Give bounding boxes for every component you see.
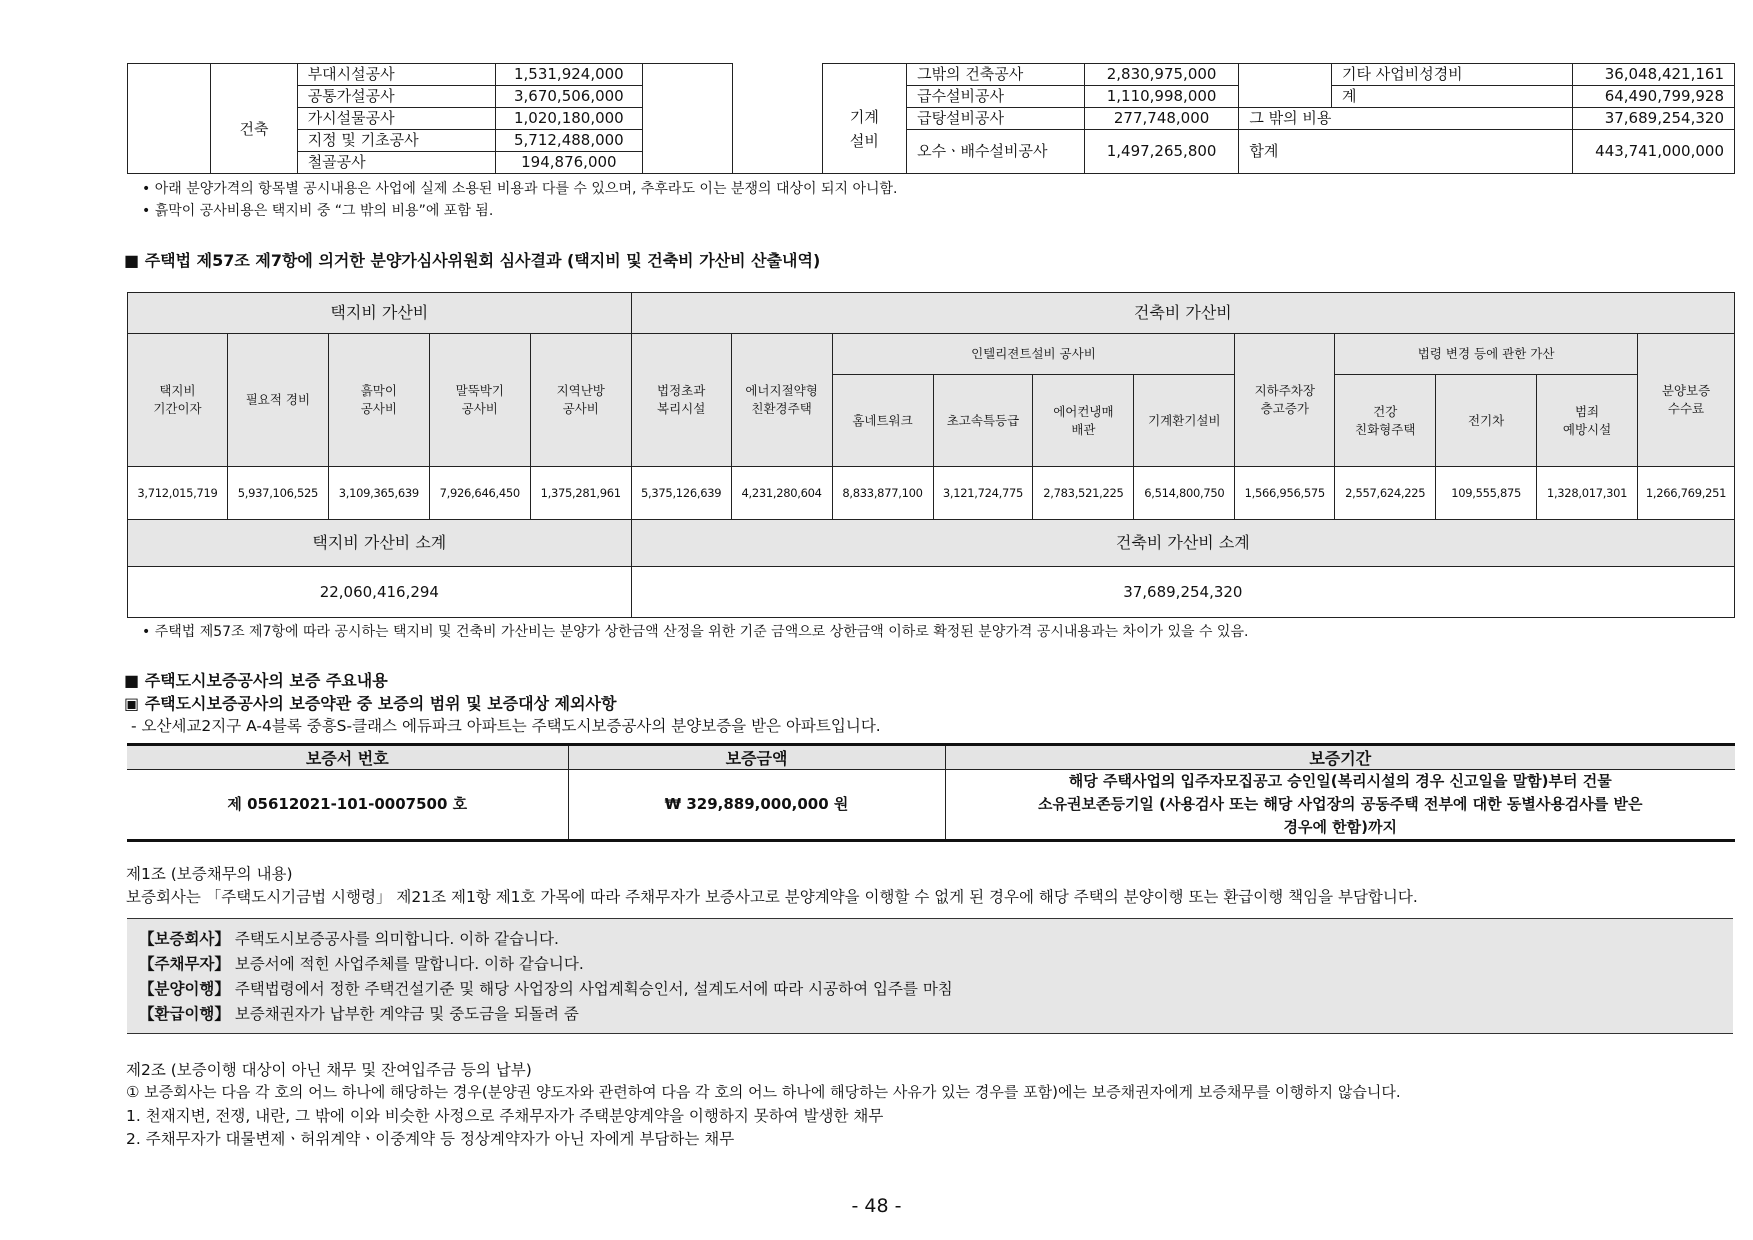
item-name: 가시설물공사 xyxy=(297,108,495,130)
item-amount: 36,048,421,161 xyxy=(1572,64,1734,86)
note-line: • 흙막이 공사비용은 택지비 중 “그 밖의 비용”에 포함 됨. xyxy=(142,203,494,219)
definition-term: 【환급이행】 xyxy=(139,1005,230,1023)
definition-row xyxy=(139,1002,579,1024)
value-cell: 1,566,956,575 xyxy=(1235,467,1335,520)
period-line: 해당 주택사업의 입주자모집공고 승인일(복리시설의 경우 신고일을 말함)부터 건물 xyxy=(1068,772,1612,790)
col-header: 에어컨냉매 배관 xyxy=(1033,375,1134,467)
item-name: 기타 사업비성경비 xyxy=(1331,64,1572,86)
definition-term: 【주채무자】 xyxy=(139,955,230,973)
article2-title: 제2조 (보증이행 대상이 아닌 채무 및 잔여입주금 등의 납부) xyxy=(126,1061,532,1079)
item-amount: 2,830,975,000 xyxy=(1084,64,1238,86)
guarantee-heading: ■ 주택도시보증공사의 보증 주요내용 xyxy=(124,671,388,690)
mech-label: 기계 설비 xyxy=(822,86,906,174)
building-subtotal-label: 건축비 가산비 소계 xyxy=(631,520,1734,567)
item-name: 오수ㆍ배수설비공사 xyxy=(907,130,1085,174)
value-cell: 4,231,280,604 xyxy=(731,467,832,520)
item-amount: 37,689,254,320 xyxy=(1572,108,1734,130)
value-cell: 2,783,521,225 xyxy=(1033,467,1134,520)
col-header: 초고속특등급 xyxy=(933,375,1033,467)
item-name: 철골공사 xyxy=(297,152,495,174)
item-amount: 1,110,998,000 xyxy=(1084,86,1238,108)
item-name: 그밖의 건축공사 xyxy=(907,64,1085,86)
article2-line: 1. 천재지변, 전쟁, 내란, 그 밖에 이와 비슷한 사정으로 주채무자가 주택분양계약을 이행하지 못하여 발생한 채무 xyxy=(126,1107,884,1125)
value-cell: 7,926,646,450 xyxy=(429,467,530,520)
guarantee-amount: ₩ 329,889,000,000 원 xyxy=(568,770,945,841)
col-header: 흙막이 공사비 xyxy=(328,334,429,467)
guarantee-table xyxy=(127,743,1735,842)
review-note: • 주택법 제57조 제7항에 따라 공시하는 택지비 및 건축비 가산비는 분양가 상한금액 산정을 위한 기준 금액으로 상한금액 이하로 확정된 분양가격 공시내용과는 차이가 있을 수 있음. xyxy=(142,624,1249,640)
article2-line: 2. 주채무자가 대물변제ㆍ허위계약ㆍ이중계약 등 정상계약자가 아닌 자에게 부담하는 채무 xyxy=(126,1130,735,1148)
cost-breakdown-table xyxy=(127,63,1735,174)
intelligent-header: 인텔리젼트설비 공사비 xyxy=(832,334,1235,375)
total-amount: 443,741,000,000 xyxy=(1572,130,1734,174)
definition-term: 【분양이행】 xyxy=(139,980,230,998)
definition-text: 보증서에 적힌 사업주체를 말합니다. 이하 같습니다. xyxy=(229,955,584,973)
guarantee-subheading: ▣ 주택도시보증공사의 보증약관 중 보증의 범위 및 보증대상 제외사항 xyxy=(124,694,617,713)
guarantee-intro: - 오산세교2지구 A-4블록 중흥S-클래스 에듀파크 아파트는 주택도시보증공사의 분양보증을 받은 아파트입니다. xyxy=(131,717,881,735)
value-cell: 8,833,877,100 xyxy=(832,467,933,520)
col-header: 범죄 예방시설 xyxy=(1537,375,1638,467)
col-header: 말뚝박기 공사비 xyxy=(429,334,530,467)
item-amount: 194,876,000 xyxy=(495,152,642,174)
land-subtotal-value: 22,060,416,294 xyxy=(128,567,632,618)
definition-text: 보증채권자가 납부한 계약금 및 중도금을 되돌려 줌 xyxy=(229,1005,579,1023)
value-cell: 5,375,126,639 xyxy=(631,467,731,520)
definitions-box xyxy=(127,918,1733,1034)
col-header: 택지비 기간이자 xyxy=(128,334,228,467)
article2-line: ① 보증회사는 다음 각 호의 어느 하나에 해당하는 경우(분양권 양도자와 관련하여 다음 각 호의 어느 하나에 해당하는 사유가 있는 경우를 포함)에는 보증채권자에게 보증채무를 이행하지 않습니다. xyxy=(126,1083,1401,1101)
period-line: 경우에 한함)까지 xyxy=(1283,818,1397,836)
col-header: 건강 친화형주택 xyxy=(1335,375,1436,467)
blank-cell xyxy=(732,64,822,174)
guarantee-period-header: 보증기간 xyxy=(945,745,1735,770)
col-header: 전기차 xyxy=(1436,375,1537,467)
building-subtotal-value: 37,689,254,320 xyxy=(631,567,1734,618)
law-header: 법령 변경 등에 관한 가산 xyxy=(1335,334,1638,375)
item-name: 급탕설비공사 xyxy=(907,108,1085,130)
review-heading: ■ 주택법 제57조 제7항에 의거한 분양가심사위원회 심사결과 (택지비 및 건축비 가산비 산출내역) xyxy=(124,251,821,270)
item-amount: 1,531,924,000 xyxy=(495,64,642,86)
building-header: 건축비 가산비 xyxy=(631,293,1734,334)
price-review-table xyxy=(127,292,1735,618)
item-name: 그 밖의 비용 xyxy=(1239,108,1572,130)
value-cell: 1,328,017,301 xyxy=(1537,467,1638,520)
col-header: 지하주차장 층고증가 xyxy=(1235,334,1335,467)
item-name: 계 xyxy=(1331,86,1572,108)
blank-cell xyxy=(128,64,211,174)
total-label: 합계 xyxy=(1239,130,1572,174)
definition-row xyxy=(139,977,953,999)
blank-cell xyxy=(1239,64,1332,108)
value-cell: 1,375,281,961 xyxy=(530,467,631,520)
blank-cell xyxy=(822,64,906,86)
value-cell: 3,712,015,719 xyxy=(128,467,228,520)
item-amount: 3,670,506,000 xyxy=(495,86,642,108)
item-name: 지정 및 기초공사 xyxy=(297,130,495,152)
guarantee-number: 제 05612021-101-0007500 호 xyxy=(127,770,568,841)
blank-cell xyxy=(642,64,732,174)
col-header: 분양보증 수수료 xyxy=(1638,334,1735,467)
col-header: 홈네트워크 xyxy=(832,375,933,467)
item-name: 급수설비공사 xyxy=(907,86,1085,108)
note-line: • 아래 분양가격의 항목별 공시내용은 사업에 실제 소용된 비용과 다를 수 있으며, 추후라도 이는 분쟁의 대상이 되지 아니함. xyxy=(142,181,898,197)
col-header: 기계환기설비 xyxy=(1134,375,1235,467)
definition-term: 【보증회사】 xyxy=(139,930,230,948)
value-cell: 2,557,624,225 xyxy=(1335,467,1436,520)
value-cell: 109,555,875 xyxy=(1436,467,1537,520)
value-cell: 3,109,365,639 xyxy=(328,467,429,520)
guarantee-amount-header: 보증금액 xyxy=(568,745,945,770)
col-header: 법정초과 복리시설 xyxy=(631,334,731,467)
period-line: 소유권보존등기일 (사용검사 또는 해당 사업장의 공동주택 전부에 대한 동별사용검사를 받은 xyxy=(1038,795,1643,813)
item-amount: 1,020,180,000 xyxy=(495,108,642,130)
guarantee-number-header: 보증서 번호 xyxy=(127,745,568,770)
item-name: 부대시설공사 xyxy=(297,64,495,86)
page-number: - 48 - xyxy=(851,1195,902,1217)
land-subtotal-label: 택지비 가산비 소계 xyxy=(128,520,632,567)
item-amount: 277,748,000 xyxy=(1084,108,1238,130)
article1-title: 제1조 (보증채무의 내용) xyxy=(126,865,293,883)
item-name: 공통가설공사 xyxy=(297,86,495,108)
construction-label: 건축 xyxy=(211,86,297,174)
item-amount: 1,497,265,800 xyxy=(1084,130,1238,174)
item-amount: 64,490,799,928 xyxy=(1572,86,1734,108)
col-header: 지역난방 공사비 xyxy=(530,334,631,467)
value-cell: 3,121,724,775 xyxy=(933,467,1033,520)
guarantee-period xyxy=(945,770,1735,841)
land-header: 택지비 가산비 xyxy=(128,293,632,334)
definition-text: 주택도시보증공사를 의미합니다. 이하 같습니다. xyxy=(229,930,559,948)
definition-text: 주택법령에서 정한 주택건설기준 및 해당 사업장의 사업계획승인서, 설계도서에 따라 시공하여 입주를 마침 xyxy=(229,980,953,998)
col-header: 에너지절약형 친환경주택 xyxy=(731,334,832,467)
definition-row xyxy=(139,952,584,974)
definition-row xyxy=(139,927,559,949)
item-amount: 5,712,488,000 xyxy=(495,130,642,152)
value-cell: 1,266,769,251 xyxy=(1638,467,1735,520)
col-header: 필요적 경비 xyxy=(227,334,328,467)
value-cell: 5,937,106,525 xyxy=(227,467,328,520)
article1-text: 보증회사는 「주택도시기금법 시행령」 제21조 제1항 제1호 가목에 따라 주채무자가 보증사고로 분양계약을 이행할 수 없게 된 경우에 해당 주택의 분양이행 또는 환급이행 책임을 부담합니다. xyxy=(126,888,1418,906)
blank-cell xyxy=(211,64,297,86)
value-cell: 6,514,800,750 xyxy=(1134,467,1235,520)
